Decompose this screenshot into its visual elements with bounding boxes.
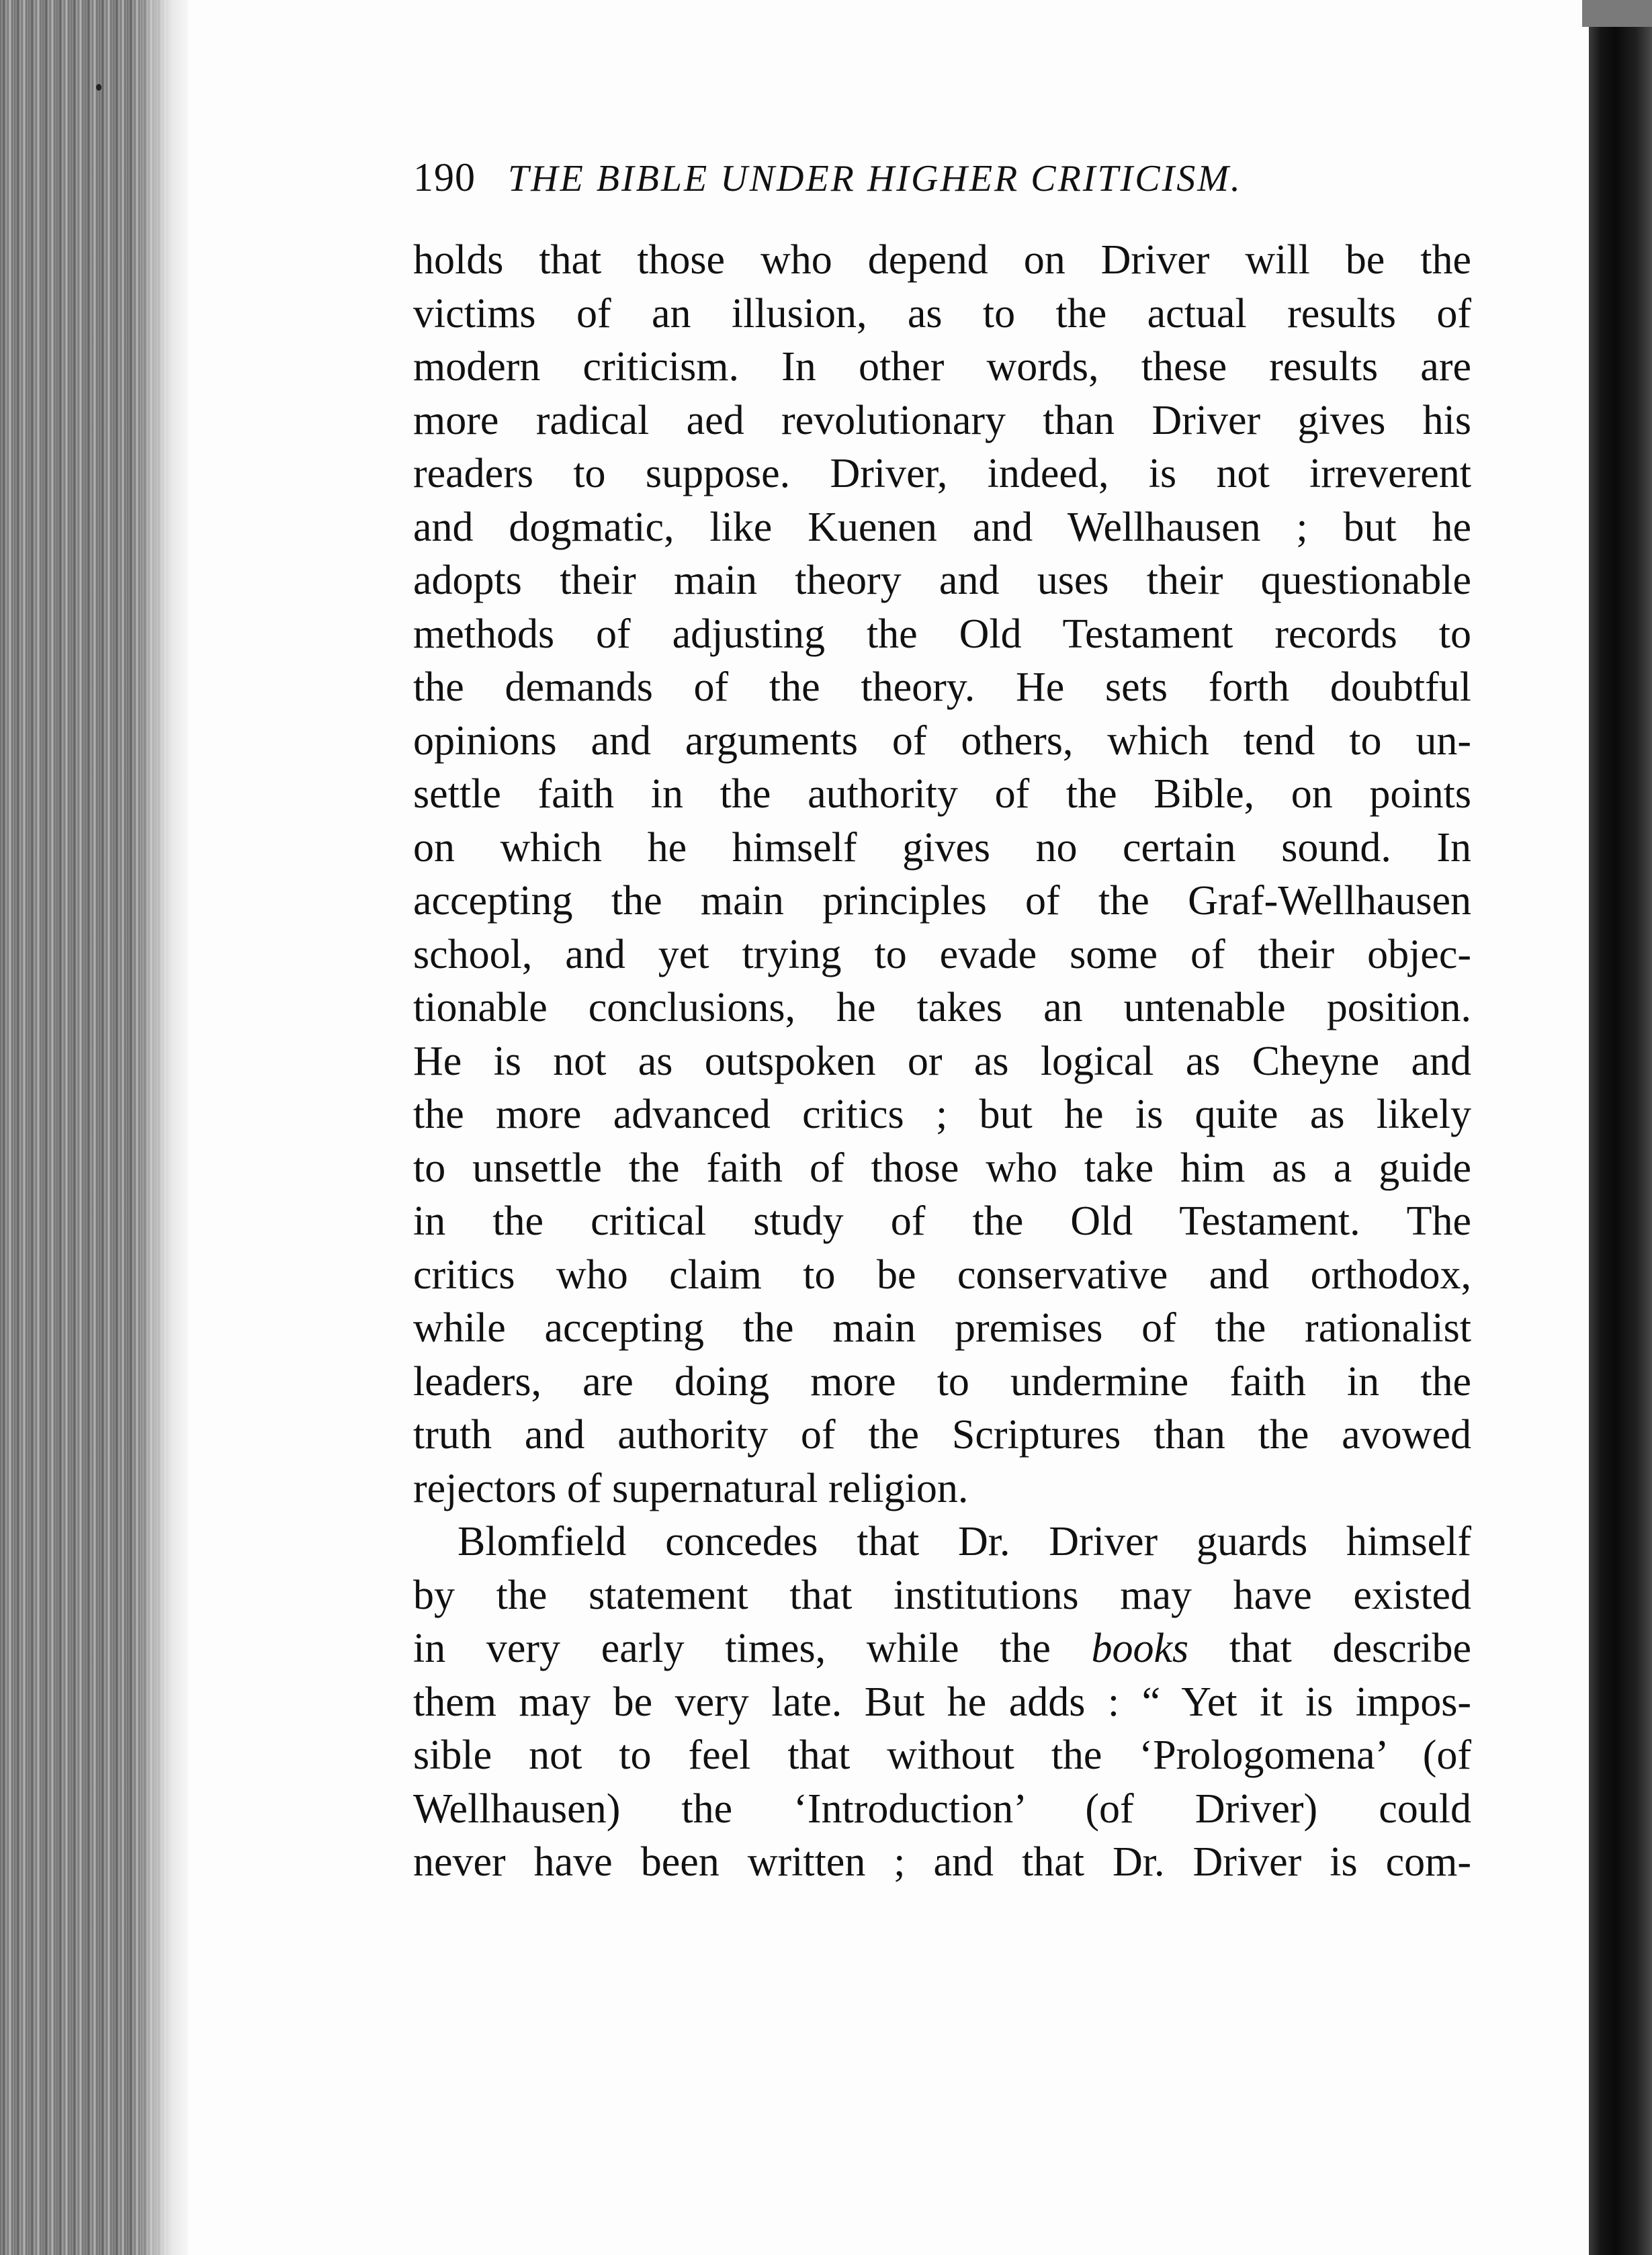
text-line: while accepting the main premises of the rationalist [413, 1305, 1471, 1351]
text-line: to unsettle the faith of those who take him as a guide [413, 1145, 1471, 1191]
running-head-title: THE BIBLE UNDER HIGHER CRITICISM. [508, 158, 1242, 200]
text-line: He is not as outspoken or as logical as Cheyne and [413, 1038, 1471, 1084]
text-line: leaders, are doing more to undermine faith in the [413, 1358, 1471, 1405]
text-line: critics who claim to be conservative and orthodox, [413, 1251, 1471, 1298]
text-line: tionable conclusions, he takes an untenable position. [413, 985, 1471, 1030]
scan-speck [96, 84, 101, 91]
left-edge-shadow [134, 0, 188, 2255]
text-line: truth and authority of the Scriptures than the avowed [413, 1412, 1471, 1458]
text-line: never have been written ; and that Dr. Driver is com- [413, 1839, 1471, 1885]
text-line: Wellhausen) the ‘Introduction’ (of Driver) could [413, 1785, 1471, 1832]
text-line: opinions and arguments of others, which tend to un- [413, 717, 1471, 764]
text-line: rejectors of supernatural religion. [413, 1465, 969, 1511]
text-line: the demands of the theory. He sets forth doubtful [413, 664, 1471, 710]
text-line: and dogmatic, like Kuenen and Wellhausen ; but he [413, 504, 1471, 550]
text-line-with-italic [413, 1622, 1471, 1676]
text-line: on which he himself gives no certain sound. In [413, 824, 1471, 871]
text-line: readers to suppose. Driver, indeed, is not irreverent [413, 451, 1471, 496]
text-line: methods of adjusting the Old Testament records to [413, 611, 1471, 657]
right-binding-edge [1589, 0, 1652, 2255]
text-line: more radical aed revolutionary than Driver gives his [413, 397, 1471, 443]
page-number: 190 [413, 155, 476, 200]
body-text [413, 234, 1471, 1890]
italic-word: books [1091, 1626, 1189, 1671]
text-line: modern criticism. In other words, these results are [413, 344, 1471, 390]
right-edge-corner [1582, 0, 1652, 27]
text-line: adopts their main theory and uses their questionable [413, 558, 1471, 603]
text-line: settle faith in the authority of the Bible, on points [413, 771, 1471, 817]
line-start: in very early times, while the [413, 1626, 1051, 1671]
text-line: by the statement that institutions may have existed [413, 1572, 1471, 1618]
text-line: in the critical study of the Old Testament. The [413, 1198, 1471, 1244]
text-line: holds that those who depend on Driver will be the [413, 237, 1471, 283]
line-end: that describe [1229, 1626, 1472, 1671]
text-line: victims of an illusion, as to the actual results of [413, 290, 1471, 337]
running-head [413, 154, 1471, 215]
text-line: sible not to feel that without the ‘Prologomena’ (of [413, 1732, 1471, 1778]
page-text-block [413, 154, 1471, 1890]
text-line: the more advanced critics ; but he is quite as likely [413, 1092, 1471, 1137]
text-line: them may be very late. But he adds : “ Yet it is impos- [413, 1679, 1471, 1725]
text-line: school, and yet trying to evade some of their objec- [413, 931, 1471, 977]
paragraph-first-line: Blomfield concedes that Dr. Driver guards himself [458, 1519, 1471, 1564]
text-line: accepting the main principles of the Graf-Wellhausen [413, 878, 1471, 924]
